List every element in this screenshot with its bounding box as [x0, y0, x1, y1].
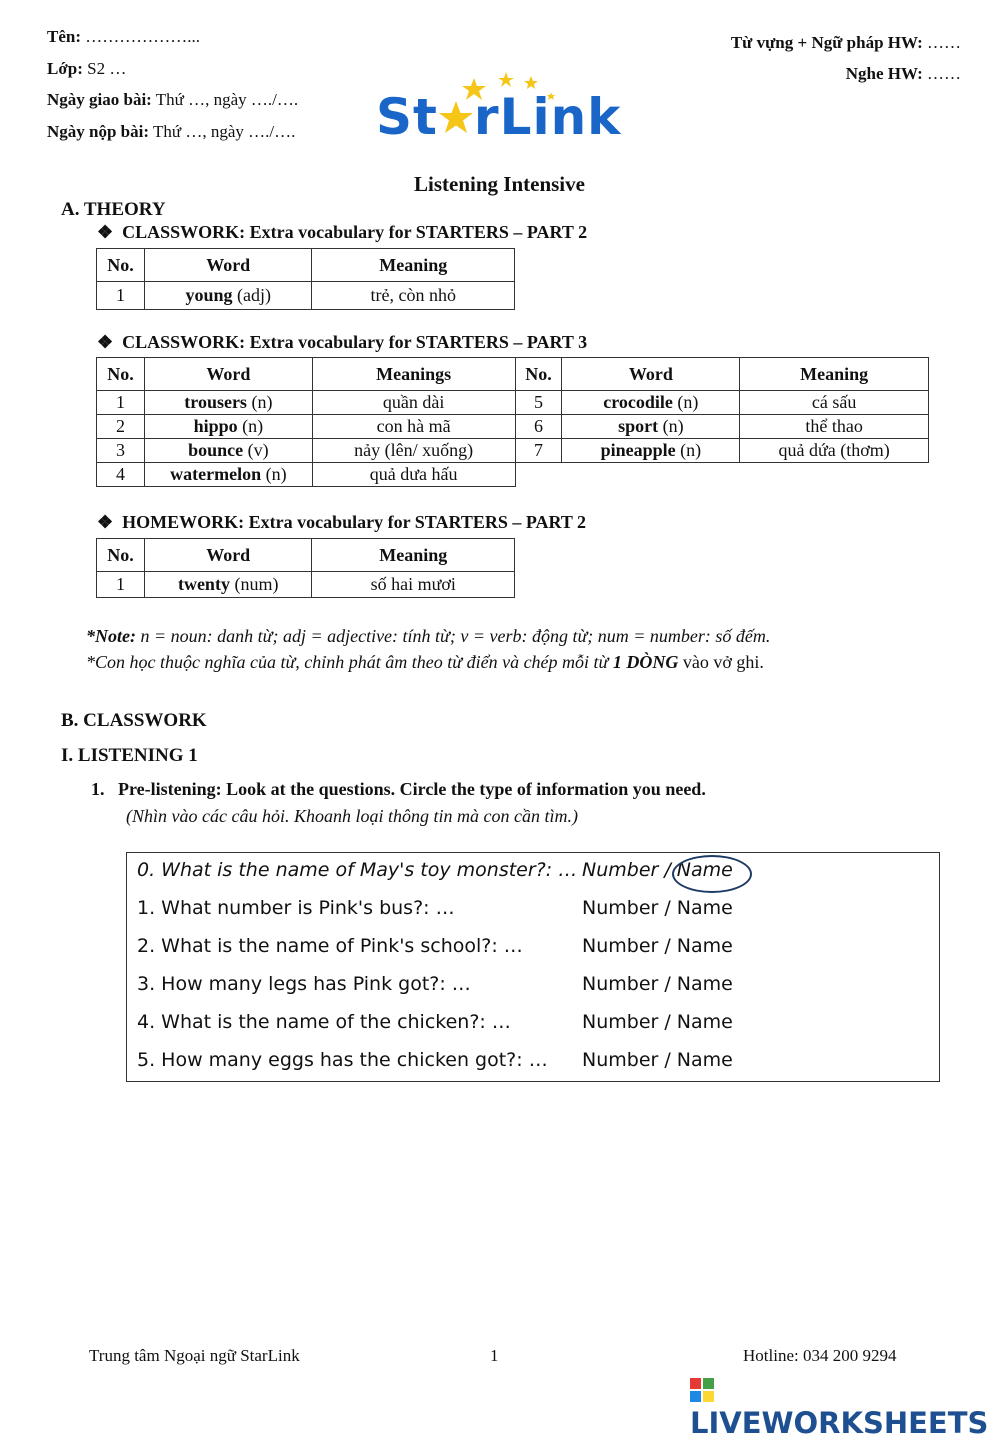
header-word: Word [144, 249, 312, 282]
cell-meaning: cá sấu [740, 391, 929, 415]
page-title: Listening Intensive [414, 172, 585, 196]
question-4-options[interactable]: Number / Name [582, 1011, 733, 1033]
cell-word: sport (n) [562, 415, 740, 439]
header-word: Word [144, 539, 312, 572]
table-header-row [97, 249, 515, 282]
diamond-bullet-icon: ❖ [97, 222, 123, 242]
cell-no: 2 [97, 415, 145, 439]
cell-no: 7 [515, 439, 562, 463]
empty-cell [515, 463, 929, 487]
cell-word: watermelon (n) [144, 463, 312, 487]
section-b-heading: B. CLASSWORK [61, 710, 207, 731]
footer-page-number: 1 [490, 1346, 499, 1365]
header-meaning: Meaning [312, 539, 515, 572]
note-line-1: *Note: n = noun: danh từ; adj = adjective: tính từ; v = verb: động từ; num = number: số đếm. [86, 626, 771, 646]
due-date-line: Ngày nộp bài: Thứ …, ngày …./…. [47, 122, 296, 141]
header-meaning: Meaning [740, 358, 929, 391]
table-row [97, 282, 515, 310]
question-2-options[interactable]: Number / Name [582, 935, 733, 957]
cell-word: bounce (v) [144, 439, 312, 463]
starlink-logo [376, 70, 626, 150]
question-2: 2. What is the name of Pink's school?: … [137, 935, 523, 957]
question-0-options: Number / Name [582, 859, 733, 881]
cell-meaning: nảy (lên/ xuống) [312, 439, 515, 463]
answer-circle [672, 855, 752, 893]
table-row [97, 572, 515, 598]
diamond-bullet-icon: ❖ [97, 332, 123, 352]
listen-hw-line: Nghe HW: …… [845, 64, 961, 83]
task-1-instruction: 1. Pre-listening: Look at the questions. Circle the type of information you need. [91, 779, 706, 799]
table-row [97, 391, 929, 415]
header-word: Word [562, 358, 740, 391]
header-no: No. [515, 358, 562, 391]
cell-word: young (adj) [144, 282, 312, 310]
header-no: No. [97, 539, 145, 572]
cell-no: 1 [97, 282, 145, 310]
table-row [97, 415, 929, 439]
logo-wordmark: St rLink [376, 88, 622, 146]
cw-part3-table [96, 357, 929, 487]
hw-part2-table [96, 538, 515, 598]
cell-no: 1 [97, 572, 145, 598]
questions-box [126, 852, 940, 1082]
question-1-options[interactable]: Number / Name [582, 897, 733, 919]
vocab-hw-line: Từ vựng + Ngữ pháp HW: …… [730, 33, 961, 52]
question-5-options[interactable]: Number / Name [582, 1049, 733, 1071]
cell-word: crocodile (n) [562, 391, 740, 415]
cell-meaning: thể thao [740, 415, 929, 439]
listening-1-heading: I. LISTENING 1 [61, 745, 198, 766]
liveworksheets-watermark: LIVEWORKSHEETS [690, 1372, 999, 1440]
header-meaning: Meaning [312, 249, 515, 282]
header-no: No. [97, 249, 145, 282]
cell-meaning: trẻ, còn nhỏ [312, 282, 515, 310]
name-line: Tên: ………………... [47, 27, 200, 46]
question-4: 4. What is the name of the chicken?: … [137, 1011, 511, 1033]
cell-no: 6 [515, 415, 562, 439]
question-0: 0. What is the name of May's toy monster?: … [137, 859, 578, 881]
header-no: No. [97, 358, 145, 391]
cell-word: pineapple (n) [562, 439, 740, 463]
cell-word: trousers (n) [144, 391, 312, 415]
logo-star-icon [438, 100, 474, 136]
assigned-date-line: Ngày giao bài: Thứ …, ngày …./…. [47, 90, 299, 109]
section-a-heading: A. THEORY [61, 199, 166, 220]
liveworksheets-logo-icon [690, 1378, 714, 1402]
task-1-translation: (Nhìn vào các câu hỏi. Khoanh loại thông tin mà con cần tìm.) [126, 806, 578, 826]
question-3: 3. How many legs has Pink got?: … [137, 973, 471, 995]
note-line-2: *Con học thuộc nghĩa của từ, chỉnh phát âm theo từ điển và chép mỗi từ 1 DÒNG vào vở ghi. [86, 652, 764, 672]
question-3-options[interactable]: Number / Name [582, 973, 733, 995]
table-row [97, 439, 929, 463]
cw-part2-table [96, 248, 515, 310]
cell-meaning: quả dứa (thơm) [740, 439, 929, 463]
footer-center-name: Trung tâm Ngoại ngữ StarLink [89, 1346, 300, 1365]
cw-part2-heading: ❖ CLASSWORK: Extra vocabulary for STARTERS – PART 2 [97, 222, 588, 242]
table-header-row [97, 358, 929, 391]
cell-meaning: con hà mã [312, 415, 515, 439]
question-1: 1. What number is Pink's bus?: … [137, 897, 455, 919]
header-word: Word [144, 358, 312, 391]
diamond-bullet-icon: ❖ [97, 512, 123, 532]
cell-meaning: quả dưa hấu [312, 463, 515, 487]
cell-word: twenty (num) [144, 572, 312, 598]
header-meanings: Meanings [312, 358, 515, 391]
class-line: Lớp: S2 … [47, 59, 127, 78]
cell-no: 1 [97, 391, 145, 415]
cell-meaning: số hai mươi [312, 572, 515, 598]
cell-no: 5 [515, 391, 562, 415]
cell-word: hippo (n) [144, 415, 312, 439]
question-5: 5. How many eggs has the chicken got?: … [137, 1049, 548, 1071]
cw-part3-heading: ❖ CLASSWORK: Extra vocabulary for STARTERS – PART 3 [97, 332, 588, 352]
hw-part2-heading: ❖ HOMEWORK: Extra vocabulary for STARTERS – PART 2 [97, 512, 587, 532]
cell-meaning: quần dài [312, 391, 515, 415]
cell-no: 4 [97, 463, 145, 487]
table-header-row [97, 539, 515, 572]
cell-no: 3 [97, 439, 145, 463]
footer-hotline: Hotline: 034 200 9294 [743, 1346, 897, 1365]
table-row [97, 463, 929, 487]
